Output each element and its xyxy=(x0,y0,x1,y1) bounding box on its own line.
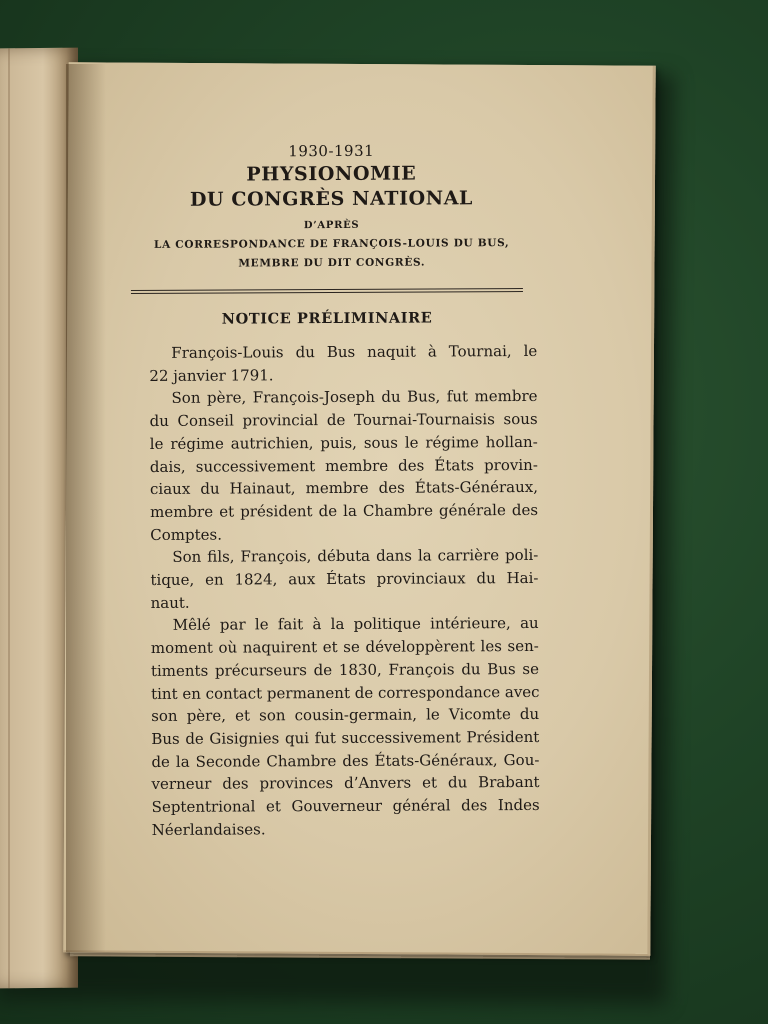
text-line: du Conseil provincial de Tournai-Tournaisis sous xyxy=(149,410,538,431)
paragraph xyxy=(129,612,540,841)
text-line: Septentrional et Gouverneur général des Indes xyxy=(151,795,540,817)
text-line: le régime autrichien, puis, sous le régime hollan- xyxy=(149,432,538,453)
text-line: moment où naquirent et se développèrent les sen- xyxy=(150,637,539,658)
title-line-1: PHYSIONOMIE xyxy=(246,162,417,186)
text-line: Son fils, François, débuta dans la carrière poli- xyxy=(172,546,539,567)
text-line: ciaux du Hainaut, membre des États-Généraux, xyxy=(149,478,539,499)
text-line: François-Louis du Bus naquit à Tournai, le xyxy=(171,341,538,362)
text-line: Mêlé par le fait à la politique intérieure, au xyxy=(172,614,539,635)
subtitle-line-1: D’APRÈS xyxy=(303,219,360,232)
text-line: naut. xyxy=(150,593,190,612)
text-line: son père, et son cousin-germain, le Vicomte du xyxy=(151,705,540,726)
text-line: membre et président de la Chambre générale des xyxy=(150,500,539,521)
text-line: Néerlandaises. xyxy=(151,820,266,839)
text-line: tique, en 1824, aux États provinciaux du Hai- xyxy=(150,568,539,589)
text-line: Comptes. xyxy=(150,525,222,544)
text-line: 22 janvier 1791. xyxy=(149,366,274,385)
header-years: 1930-1931 xyxy=(288,141,375,161)
subtitle-line-2: LA CORRESPONDANCE DE FRANÇOIS-LOUIS DU BUS, xyxy=(153,237,510,251)
left-page-edge xyxy=(8,48,10,988)
double-rule xyxy=(131,288,523,294)
text-line: timents précurseurs de 1830, François du Bus se xyxy=(150,659,539,680)
subtitle-line-3: MEMBRE DU DIT CONGRÈS. xyxy=(238,256,426,270)
section-heading: NOTICE PRÉLIMINAIRE xyxy=(221,309,433,328)
text-line: de la Seconde Chambre des États-Généraux, Gou- xyxy=(151,750,540,771)
paragraph xyxy=(127,385,538,546)
text-line: Son père, François-Joseph du Bus, fut membre xyxy=(171,387,538,408)
page-content xyxy=(126,141,540,842)
title-line-2: DU CONGRÈS NATIONAL xyxy=(189,187,474,211)
rule-bottom xyxy=(131,291,523,294)
paragraph xyxy=(127,340,537,388)
text-line: verneur des provinces d’Anvers et du Brabant xyxy=(151,773,540,794)
text-line: Bus de Gisignies qui fut successivement Président xyxy=(151,727,540,748)
body-text xyxy=(127,340,540,842)
text-line: dais, successivement membre des États provin- xyxy=(149,455,538,476)
text-line: tint en contact permanent de correspondance avec xyxy=(151,682,540,703)
paragraph xyxy=(128,544,538,614)
